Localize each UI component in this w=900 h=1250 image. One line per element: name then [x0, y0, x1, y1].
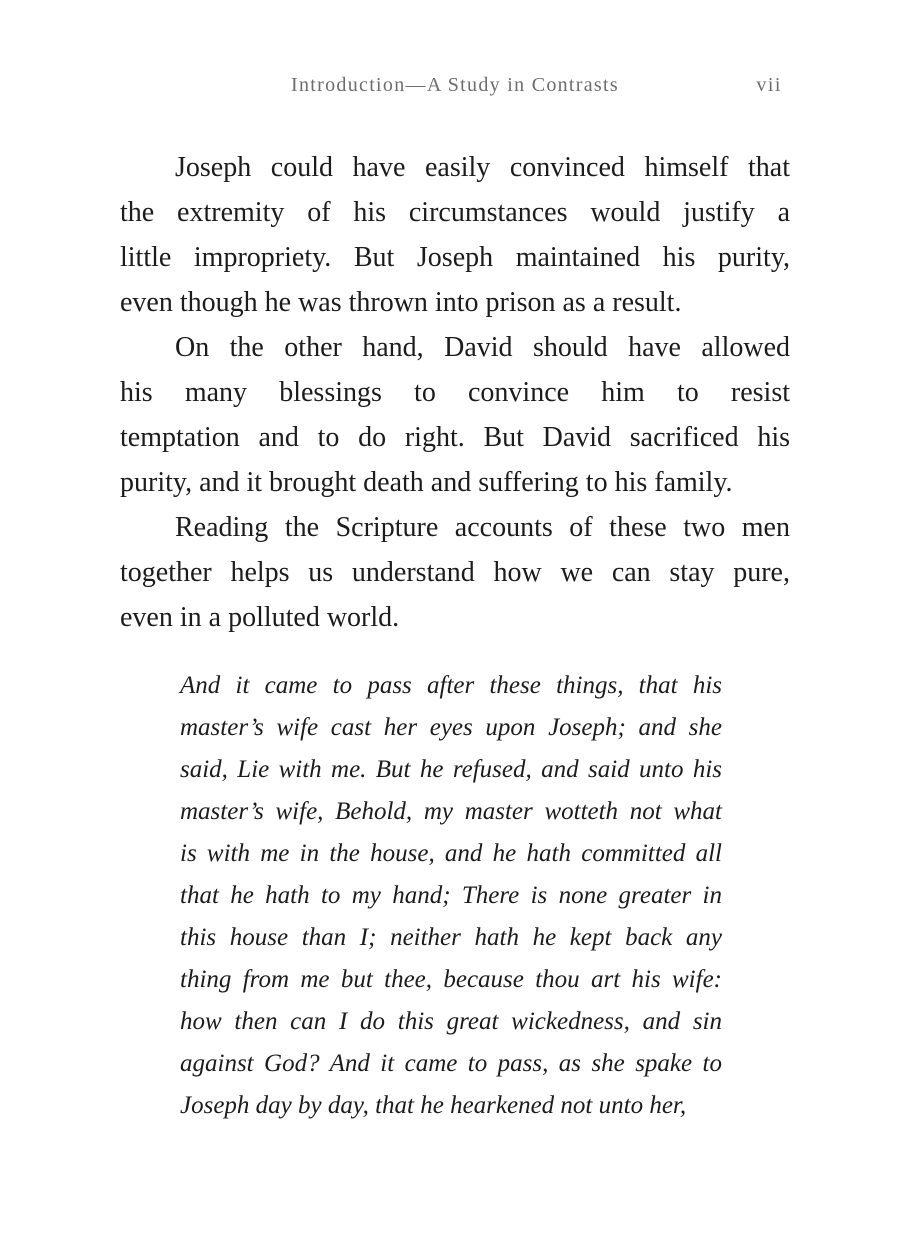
page-header — [120, 72, 790, 98]
page-number: vii — [756, 74, 782, 96]
text-line: together helps us understand how we can stay pure, — [120, 557, 790, 588]
text-line: against God? And it came to pass, as she spake to — [180, 1050, 722, 1077]
text-line: his many blessings to convince him to resist — [120, 377, 790, 408]
text-line: Joseph could have easily convinced himself that — [175, 152, 790, 183]
text-line: purity, and it brought death and suffering to his family. — [120, 467, 733, 498]
text-line: how then can I do this great wickedness, and sin — [180, 1008, 722, 1035]
page-body — [120, 145, 790, 1127]
paragraph-david-sacrifice — [120, 325, 790, 505]
text-line: the extremity of his circumstances would justify a — [120, 197, 790, 228]
text-line: thing from me but thee, because thou art his wife: — [180, 966, 722, 993]
text-line: On the other hand, David should have allowed — [175, 332, 790, 363]
text-line: temptation and to do right. But David sacrificed his — [120, 422, 790, 453]
text-line: that he hath to my hand; There is none greater in — [180, 882, 722, 909]
text-line: Reading the Scripture accounts of these two men — [175, 512, 790, 543]
paragraph-joseph-purity — [120, 145, 790, 325]
paragraph-reading-scripture — [120, 505, 790, 640]
text-line: even in a polluted world. — [120, 602, 400, 633]
text-line: master’s wife, Behold, my master wotteth not what — [180, 798, 722, 825]
text-line: is with me in the house, and he hath committed all — [180, 840, 722, 867]
text-line: this house than I; neither hath he kept back any — [180, 924, 722, 951]
text-line: Joseph day by day, that he hearkened not unto her, — [180, 1092, 687, 1119]
running-head-title: Introduction—A Study in Contrasts — [291, 74, 619, 96]
text-line: master’s wife cast her eyes upon Joseph; and she — [180, 714, 722, 741]
scripture-quote — [180, 665, 722, 1127]
text-line: little impropriety. But Joseph maintained his purity, — [120, 242, 790, 273]
text-line: said, Lie with me. But he refused, and said unto his — [180, 756, 722, 783]
text-line: even though he was thrown into prison as a result. — [120, 287, 682, 318]
text-line: And it came to pass after these things, that his — [180, 672, 722, 699]
